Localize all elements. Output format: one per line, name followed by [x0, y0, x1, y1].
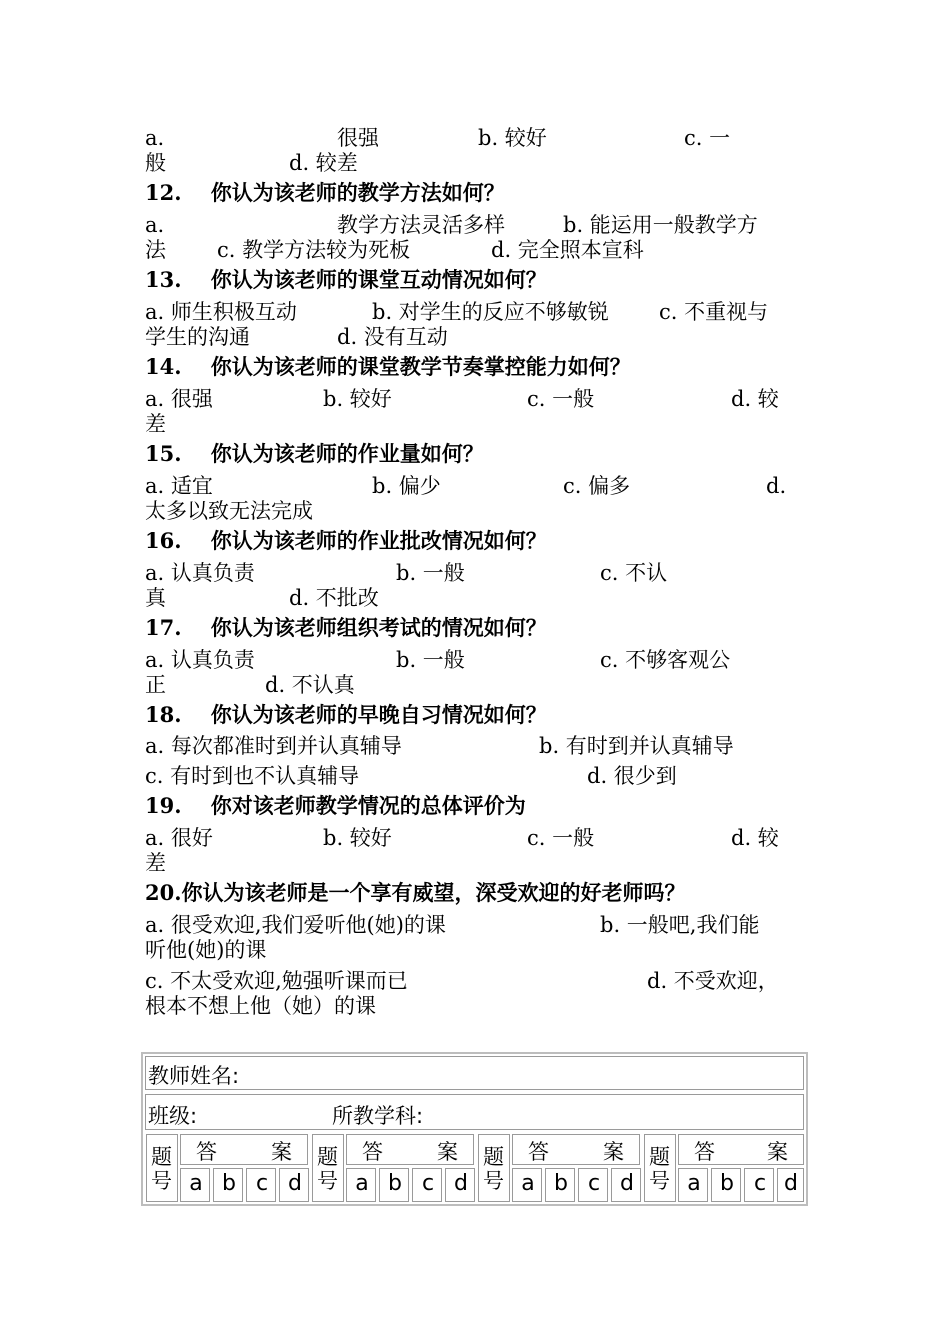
answer-header-left: 答	[528, 1140, 549, 1164]
answer-letter-a: a	[687, 1171, 701, 1196]
answer-letter-cell	[578, 1168, 608, 1202]
q11-option-c: c. 一	[684, 126, 731, 150]
question-text: 你认为该老师的早晚自习情况如何？	[210, 702, 547, 727]
question-text: 你认为该老师的教学方法如何？	[210, 180, 505, 205]
q20-option-d: d. 不受欢迎，	[647, 969, 779, 993]
answer-letter-a: a	[521, 1171, 535, 1196]
q16-option-a: a. 认真负责	[145, 561, 255, 585]
answer-header-cell	[346, 1134, 474, 1165]
question-20	[145, 880, 686, 906]
q20-option-b-wrap: 听他(她)的课	[145, 938, 267, 962]
question-text: 你对该老师教学情况的总体评价为	[210, 793, 526, 818]
q11-option-a-text: 很强	[337, 126, 379, 150]
q19-option-d: d. 较	[731, 826, 779, 850]
q13-option-c-wrap: 学生的沟通	[145, 325, 250, 349]
q18-option-a: a. 每次都准时到并认真辅导	[145, 734, 402, 758]
q14-option-d: d. 较	[731, 387, 779, 411]
q20-option-a: a. 很受欢迎,我们爱听他(她)的课	[145, 913, 446, 937]
q15-option-d: d.	[766, 474, 787, 498]
answer-header-right: 案	[603, 1140, 624, 1164]
question-16	[145, 528, 547, 554]
answer-letter-cell	[777, 1168, 804, 1202]
answer-letter-b: b	[554, 1171, 568, 1196]
q12-option-b: b. 能运用一般教学方	[563, 213, 758, 237]
qnum-header-top: 题	[151, 1145, 172, 1169]
qnum-header-bottom: 号	[483, 1169, 504, 1193]
question-text: 你认为该老师是一个享有威望，深受欢迎的好老师吗？	[181, 880, 686, 905]
question-text: 你认为该老师的课堂教学节奏掌控能力如何？	[210, 354, 631, 379]
answer-header-right: 案	[271, 1140, 292, 1164]
answer-letter-b: b	[720, 1171, 734, 1196]
answer-letter-cell	[279, 1168, 309, 1202]
q12-option-b-wrap: 法	[145, 238, 166, 262]
answer-header-cell	[678, 1134, 804, 1165]
question-number: 12.	[145, 180, 182, 205]
q11-option-c-wrap: 般	[145, 151, 166, 175]
q19-option-c: c. 一般	[527, 826, 595, 850]
qnum-header-top: 题	[317, 1145, 338, 1169]
answer-letter-b: b	[388, 1171, 402, 1196]
q19-option-b: b. 较好	[323, 826, 392, 850]
answer-letter-cell	[545, 1168, 575, 1202]
q16-option-b: b. 一般	[396, 561, 465, 585]
q20-option-d-wrap: 根本不想上他（她）的课	[145, 994, 376, 1018]
teacher-name-row	[145, 1056, 804, 1090]
question-number: 19.	[145, 793, 182, 818]
q17-option-a: a. 认真负责	[145, 648, 255, 672]
q13-option-d: d. 没有互动	[337, 325, 448, 349]
q13-option-b: b. 对学生的反应不够敏锐	[372, 300, 609, 324]
question-15	[145, 441, 484, 467]
answer-letter-a: a	[189, 1171, 203, 1196]
answer-letter-cell	[611, 1168, 641, 1202]
answer-sheet-table	[141, 1052, 808, 1206]
question-number: 14.	[145, 354, 182, 379]
q15-option-a: a. 适宜	[145, 474, 213, 498]
question-number: 15.	[145, 441, 182, 466]
q20-option-b: b. 一般吧,我们能	[600, 913, 760, 937]
answer-letter-d: d	[288, 1171, 302, 1196]
answer-letter-a: a	[355, 1171, 369, 1196]
question-17	[145, 615, 547, 641]
answer-letter-cell	[379, 1168, 409, 1202]
q17-option-d: d. 不认真	[265, 673, 355, 697]
answer-letter-cell	[180, 1168, 210, 1202]
q17-option-c: c. 不够客观公	[600, 648, 731, 672]
answer-letter-c: c	[421, 1171, 435, 1196]
question-13	[145, 267, 547, 293]
answer-header-right: 案	[767, 1140, 788, 1164]
answer-header-cell	[180, 1134, 308, 1165]
q19-option-a: a. 很好	[145, 826, 213, 850]
class-label: 班级:	[148, 1104, 198, 1128]
q11-option-b: b. 较好	[478, 126, 547, 150]
qnum-header-cell	[644, 1134, 676, 1202]
answer-letter-cell	[744, 1168, 774, 1202]
class-subject-row	[145, 1094, 804, 1130]
q17-option-c-wrap: 正	[145, 673, 166, 697]
q15-option-c: c. 偏多	[563, 474, 631, 498]
q16-option-c: c. 不认	[600, 561, 668, 585]
q16-option-c-wrap: 真	[145, 586, 166, 610]
answer-header-cell	[512, 1134, 640, 1165]
question-text: 你认为该老师的作业量如何？	[210, 441, 484, 466]
q14-option-b: b. 较好	[323, 387, 392, 411]
answer-letter-cell	[346, 1168, 376, 1202]
q15-option-b: b. 偏少	[372, 474, 441, 498]
q19-option-d-wrap: 差	[145, 851, 166, 875]
q14-option-d-wrap: 差	[145, 412, 166, 436]
q13-option-c: c. 不重视与	[659, 300, 769, 324]
q18-option-d: d. 很少到	[587, 764, 677, 788]
q13-option-a: a. 师生积极互动	[145, 300, 297, 324]
answer-header-left: 答	[196, 1140, 217, 1164]
q12-option-a-label: a.	[145, 213, 165, 237]
answer-letter-cell	[412, 1168, 442, 1202]
q16-option-d: d. 不批改	[289, 586, 379, 610]
answer-letter-cell	[445, 1168, 475, 1202]
answer-letter-b: b	[222, 1171, 236, 1196]
answer-letter-c: c	[587, 1171, 601, 1196]
subject-label: 所教学科:	[332, 1104, 424, 1128]
qnum-header-bottom: 号	[649, 1169, 670, 1193]
q11-option-d: d. 较差	[289, 151, 358, 175]
q12-option-c: c. 教学方法较为死板	[217, 238, 411, 262]
question-number: 17.	[145, 615, 182, 640]
answer-header-right: 案	[437, 1140, 458, 1164]
question-12	[145, 180, 505, 206]
q20-option-c: c. 不太受欢迎,勉强听课而已	[145, 969, 408, 993]
q18-option-b: b. 有时到并认真辅导	[539, 734, 734, 758]
answer-letter-d: d	[454, 1171, 468, 1196]
answer-letter-cell	[711, 1168, 741, 1202]
answer-letter-c: c	[255, 1171, 269, 1196]
question-text: 你认为该老师的课堂互动情况如何？	[210, 267, 547, 292]
qnum-header-top: 题	[483, 1145, 504, 1169]
answer-letter-d: d	[784, 1171, 798, 1196]
q11-option-a-label: a.	[145, 126, 165, 150]
answer-header-left: 答	[362, 1140, 383, 1164]
question-18	[145, 702, 547, 728]
q12-option-d: d. 完全照本宣科	[491, 238, 644, 262]
question-number: 18.	[145, 702, 182, 727]
question-text: 你认为该老师的作业批改情况如何？	[210, 528, 547, 553]
question-number: 16.	[145, 528, 182, 553]
answer-letter-c: c	[753, 1171, 767, 1196]
qnum-header-cell	[312, 1134, 344, 1202]
answer-header-left: 答	[694, 1140, 715, 1164]
question-number: 13.	[145, 267, 182, 292]
question-19	[145, 793, 526, 819]
question-14	[145, 354, 631, 380]
qnum-header-bottom: 号	[151, 1169, 172, 1193]
qnum-header-top: 题	[649, 1145, 670, 1169]
q15-option-d-wrap: 太多以致无法完成	[145, 499, 313, 523]
q12-option-a-text: 教学方法灵活多样	[337, 213, 505, 237]
answer-letter-cell	[213, 1168, 243, 1202]
q14-option-c: c. 一般	[527, 387, 595, 411]
q17-option-b: b. 一般	[396, 648, 465, 672]
answer-letter-cell	[512, 1168, 542, 1202]
qnum-header-cell	[146, 1134, 178, 1202]
question-number: 20.	[145, 880, 182, 905]
answer-letter-cell	[678, 1168, 708, 1202]
answer-letter-cell	[246, 1168, 276, 1202]
qnum-header-bottom: 号	[317, 1169, 338, 1193]
teacher-name-label: 教师姓名:	[148, 1064, 240, 1088]
q18-option-c: c. 有时到也不认真辅导	[145, 764, 360, 788]
question-text: 你认为该老师组织考试的情况如何？	[210, 615, 547, 640]
q14-option-a: a. 很强	[145, 387, 213, 411]
answer-letter-d: d	[620, 1171, 634, 1196]
qnum-header-cell	[478, 1134, 510, 1202]
